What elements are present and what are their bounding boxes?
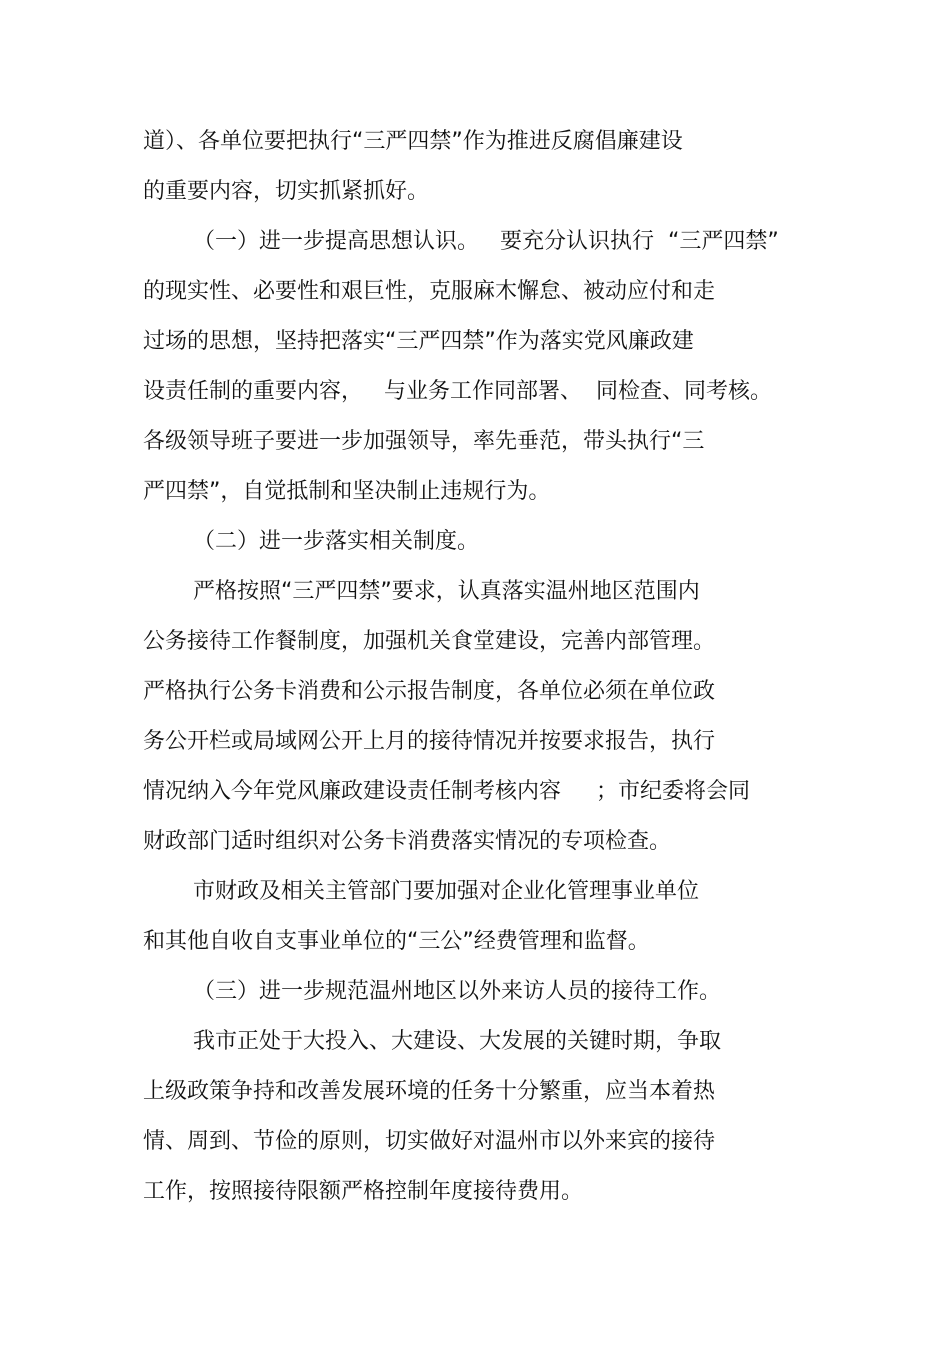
text-line: 工作，按照接待限额严格控制年度接待费用。 [143, 1179, 584, 1204]
text-line: 情、周到、节俭的原则，切实做好对温州市以外来宾的接待 [143, 1129, 716, 1154]
text-line: 公务接待工作餐制度，加强机关食堂建设，完善内部管理。 [143, 629, 716, 654]
text-line: 严格执行公务卡消费和公示报告制度，各单位必须在单位政 [143, 679, 716, 704]
text-line: 严四禁”，自觉抵制和坚决制止违规行为。 [143, 479, 551, 504]
text-line: 财政部门适时组织对公务卡消费落实情况的专项检查。 [143, 829, 672, 854]
text-line: 和其他自收自支事业单位的“三公”经费管理和监督。 [143, 929, 650, 954]
text-line: 我市正处于大投入、大建设、大发展的关键时期，争取 [193, 1029, 722, 1054]
text-line: 上级政策争持和改善发展环境的任务十分繁重，应当本着热 [143, 1079, 716, 1104]
section-heading-2: （二）进一步落实相关制度。 [193, 529, 480, 554]
text-line: 的现实性、必要性和艰巨性，克服麻木懈怠、被动应付和走 [143, 279, 716, 304]
text-line: 过场的思想，坚持把落实“三严四禁”作为落实党风廉政建 [143, 329, 694, 354]
section-heading-1: （一）进一步提高思想认识。 要充分认识执行 “三严四禁” [193, 229, 779, 254]
text-line: 的重要内容，切实抓紧抓好。 [143, 179, 430, 204]
section-heading-3: （三）进一步规范温州地区以外来访人员的接待工作。 [193, 979, 722, 1004]
text-line: 市财政及相关主管部门要加强对企业化管理事业单位 [193, 879, 700, 904]
text-line: 道）、各单位要把执行“三严四禁”作为推进反腐倡廉建设 [143, 129, 683, 154]
text-line: 设责任制的重要内容， 与业务工作同部署、 同检查、同考核。 [143, 379, 772, 404]
text-line: 务公开栏或局域网公开上月的接待情况并按要求报告，执行 [143, 729, 716, 754]
text-line: 严格按照“三严四禁”要求，认真落实温州地区范围内 [193, 579, 700, 604]
text-line: 情况纳入今年党风廉政建设责任制考核内容 ；市纪委将会同 [143, 779, 750, 804]
text-line: 各级领导班子要进一步加强领导，率先垂范，带头执行“三 [143, 429, 705, 454]
